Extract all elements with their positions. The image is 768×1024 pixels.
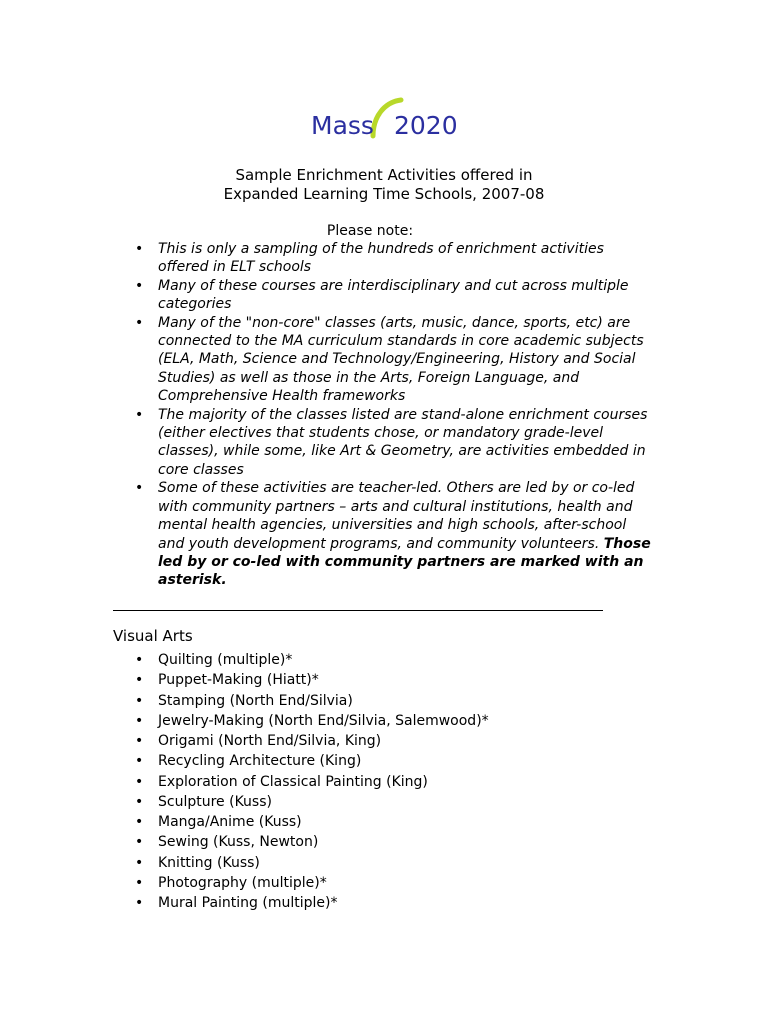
list-item: • Puppet-Making (Hiatt)* — [115, 670, 655, 690]
list-item: • Jewelry-Making (North End/Silvia, Salemwood)* — [115, 711, 655, 731]
mass2020-logo — [311, 96, 458, 142]
note-text: This is only a sampling of the hundreds of enrichment activities offered in ELT schools — [158, 241, 604, 276]
list-item: • Sewing (Kuss, Newton) — [115, 832, 655, 852]
list-item: • Photography (multiple)* — [115, 873, 655, 893]
note-text: The majority of the classes listed are stand-alone enrichment courses (either electives that students chose, or mandatory grade-level classes), while some, like Art & Geometry, are activities embedded in core classes — [158, 406, 648, 478]
list-item: • Mural Painting (multiple)* — [115, 893, 655, 913]
note-heading: Please note: — [326, 223, 414, 239]
list-item: • Recycling Architecture (King) — [115, 751, 655, 771]
notes-list — [115, 240, 655, 590]
note-text: Many of the "non-core" classes (arts, music, dance, sports, etc) are connected to the MA curriculum standards in core academic subjects (ELA, Math, Science and Technology/Engineering, History and Social Studies) as well as those in the Arts, Foreign Language, and Comprehensive Health frameworks — [158, 314, 644, 405]
note-text: Some of these activities are teacher-led. Others are led by or co-led with community partners – arts and cultural institutions, health and mental health agencies, universities and high schools, after-school and youth development programs, and community volunteers. — [158, 480, 635, 552]
note-emphasis: Those led by or co-led with community partners are marked with an asterisk. — [158, 535, 651, 589]
note-item — [115, 314, 655, 406]
title-line-2: Expanded Learning Time Schools, 2007-08 — [223, 185, 545, 203]
list-item: • Sculpture (Kuss) — [115, 792, 655, 812]
mass2020-logo-graphic — [311, 96, 458, 142]
logo-word: Mass — [311, 111, 374, 140]
activity-list — [115, 650, 655, 913]
section-divider — [113, 610, 603, 611]
list-item: • Knitting (Kuss) — [115, 853, 655, 873]
list-item: • Exploration of Classical Painting (King) — [115, 772, 655, 792]
section-heading: Visual Arts — [113, 627, 193, 645]
list-item: • Manga/Anime (Kuss) — [115, 812, 655, 832]
list-item: • Quilting (multiple)* — [115, 650, 655, 670]
note-item — [115, 479, 655, 589]
note-item — [115, 277, 655, 314]
note-text: Many of these courses are interdisciplinary and cut across multiple categories — [158, 277, 629, 313]
title-line-1: Sample Enrichment Activities offered in — [235, 166, 533, 184]
note-item — [115, 406, 655, 480]
list-item: • Origami (North End/Silvia, King) — [115, 731, 655, 751]
note-item — [115, 240, 655, 277]
list-item: • Stamping (North End/Silvia) — [115, 691, 655, 711]
logo-year: 2020 — [394, 111, 458, 140]
document-title — [0, 166, 768, 204]
